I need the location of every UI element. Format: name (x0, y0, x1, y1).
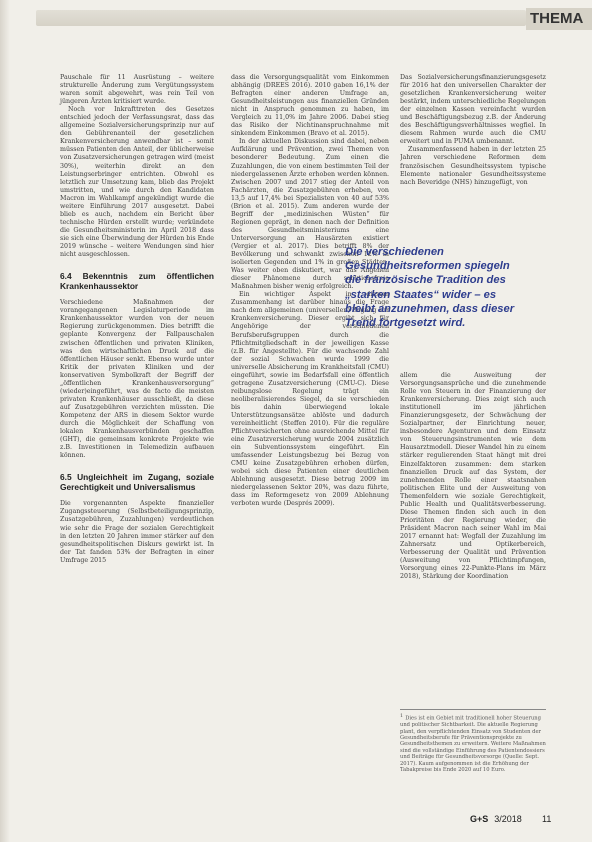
column-3 (400, 74, 546, 224)
body-paragraph: Ein wichtiger Aspekt in diesem Zusammenhang ist darüber hinaus die Frage nach dem allgemeinen (universellen) Zugang zur Krankenversicherung. Dieser ergibt sich für Angehörige der verschiedenen Berufsberufsgruppen durch die Pflichtmitgliedschaft in der jeweiligen Kasse (z.B. für Angestellte). Für die wachsende Zahl der sozial Schwachen wurde 1999 die universelle Absicherung im Krankheitsfall (CMU) eingeführt, sowie im Bedarfsfall eine öffentlich getragene Zusatzversicherung (CMU-C). Diese reibungslose Regelung trägt ein neoliberalisierendes Siegel, da sie verschieden bis dahin überwiegend lokale Unterstützungsansätze ablöste und dadurch vereinheitlicht (Steffen 2010). Für die reguläre Pflichtversicherten ohne ausreichende Mittel für eine Zusatzversicherung wurde 2004 zusätzlich ein Subventionssystem eingeführt. Ein umfassender Leistungsbezug bei Bezug von CMU keine Zusatzgebühren erhoben dürfen, wobei sich diese Patienten einer deutlichen Ablehnung ausgesetzt. Diese betrug 2009 im niedergelassenen Sektor 20%, was dazu führte, dass im Reformgesetz von 2009 Ablehnung verboten wurde (Després 2009). (231, 291, 389, 508)
page-spine-shadow (0, 0, 10, 842)
journal-issue: 3/2018 (494, 814, 522, 824)
pullquote-line: „starken Staates“ wider – es (345, 288, 497, 301)
pullquote (345, 245, 555, 330)
page-footer (470, 814, 560, 824)
body-paragraph: Das Sozialversicherungsfinanzierungsgesetz für 2016 hat den universellen Charakter der gesetzlichen Krankenversicherung weiter bestärkt, indem unterschiedliche Regelungen der einzelnen Kassen vereinfacht wurden und Beschäftigungsbezug z.B. der Änderung des Beschäftigungsverhältnisses wegfiel. In diesem Rahmen wurde auch die CMU erweitert und in PUMA umbenannt. (400, 74, 546, 146)
body-paragraph: In der aktuellen Diskussion sind dabei, neben Aufklärung und Prävention, zwei Themen von besonderer Bedeutung. Zum einen die Zuzahlungen, die von einem bestimmten Teil der niedergelassenen Ärzte erhoben werden können. Zwischen 2007 und 2017 stieg der Anteil von Fachärzten, die Zusatzgebühren erheben, von 13,5 auf 17,4% bei Spezialisten von 40 auf 53% (Brion et al. 2015). Zum anderen wurde der Begriff der „medizinischen Wüsten“ für Regionen geprägt, in denen nach der Definition des Gesundheitsministeriums eine Unterversorgung an Hausärzten existiert (Vergier et al. 2017). Dies betrifft 8% der Bevölkerung und schwankt zwischen 12% in isolierten Gegenden und 1% in großen Städten. Was weiter oben diskutiert, war das Angehen dieser Phänomene durch sanktionsfreie Maßnahmen bisher wenig erfolgreich. (231, 138, 389, 291)
footnote-text: Dies ist ein Gebiet mit traditionell hoher Steuerung und politischer Sichtbarkeit. Die aktuelle Regierung plant, den verpflichtenden Einsatz von Studenten der Gesundheitsberufe für Präventionsprojekte zu Gesundheitsthemen zu erweitern. Weitere Maßnahmen sind die vollständige Einführung des Patientendossiers und Beiträge für Gesundheitsvorsorge (Quelle: Sept. 2017). Kaum aufgenommen ist die Erhöhung der Tabakpreise bis Ende 2020 auf 10 Euro. (400, 715, 546, 773)
journal-brand: G+S (470, 814, 489, 824)
body-paragraph: Pauschale für 11 Ausrüstung – weitere strukturelle Änderung zum Vergütungssystem waren somit abgewehrt, was rein Teil von jüngeren Ärzten kritisiert wurde. (60, 74, 214, 106)
section-label: THEMA (526, 8, 592, 30)
pullquote-line: Trend fortgesetzt wird. (345, 317, 466, 330)
body-paragraph: dass die Versorgungsqualität vom Einkommen abhängig (DREES 2016). 2010 gaben 16,1% der Befragten einer anderen Umfrage an, Gesundheitsleistungen aus finanziellen Gründen nicht in Anspruch genommen zu haben, im Vergleich zu 11,0% im Jahre 2006. Dabei stieg das Risiko der Nichtinanspruchnahme mit sinkendem Einkommen (Bravo et al. 2015). (231, 74, 389, 138)
section-heading: 6.5 Ungleichheit im Zugang, soziale Gerechtigkeit und Universalismus (60, 472, 214, 492)
body-paragraph: Die vorgenannten Aspekte finanzieller Zugangssteuerung (Selbstbeteiligungsprinzip, Zusatzgebühren, Zuzahlungen) verdeutlichen wie sehr die Frage der sozialen Gerechtigkeit in den letzten 20 Jahren immer stärker auf den gesundheitspolitischen Diskurs gewirkt ist. In der Tat fanden 53% der Befragten in einer Umfrage 2015 (60, 500, 214, 564)
header-bar (36, 10, 526, 26)
pullquote-line: bleibt anzunehmen, dass dieser (345, 302, 515, 315)
page-number: 11 (542, 814, 552, 824)
column-3-lower (400, 372, 546, 702)
pullquote-line: die französische Tradition des (345, 274, 506, 287)
footnote-number: 1 (400, 713, 404, 719)
pullquote-line: Gesundheitsreformen spiegeln (345, 260, 510, 273)
column-1 (60, 74, 214, 565)
body-paragraph: Verschiedene Maßnahmen der vorangegangenen Legislaturperiode im Krankenhaussektor wurden von der neuen Regierung zurückgenommen. Dies betrifft die geplante Konvergenz der Fallpauschalen zwischen öffentlichen und privaten Kliniken, was den wirtschaftlichen Druck auf die öffentlichen Häuser senkt. Ebenso wurde unter Kritik der privaten Kliniken und der konservativen Symbolkraft der Begriff der „öffentlichen Krankenhausversorgung“ (wieder)eingeführt, was de facto die meisten privaten Krankenhäuser ausschließt, da diese auf Zusatzgebühren verzichten müssten. Die Kompetenz der ARS in diesem Sektor wurde durch die Möglichkeit der Schaffung von lokalen Krankenhausverbünden geschaffen (GHT), die gemeinsam konkrete Projekte wie z.B. Investitionen in Telemedizin aufbauen können. (60, 299, 214, 460)
body-paragraph: allem die Ausweitung der Versorgungsansprüche und die zunehmende Rolle von Steuern in der Finanzierung der Krankenversicherung. Dies zeigt sich auch institutionell im jährlichen Finanzierungsgesetz, der Schwächung der Sozialpartner, der Einrichtung neuer, insbesondere Agenturen und dem Einsatz von Steuerungsinstrumenten wie dem Hausarztmodell. Dieser Wandel hin zu einem stärker regulierenden Staat hängt mit drei Einzelfaktoren zusammen: dem starken finanziellen Druck auf das System, der zunehmenden Rolle einer staatsnahen politischen Elite und der Ausweitung von Themenfeldern wie soziale Gerechtigkeit, Public Health und Qualitätsverbesserung. Diese Themen finden sich auch in den Prioritäten der Regierung wieder, die Präsident Macron nach seiner Wahl im Mai 2017 ernannt hat: Wegfall der Zuzahlung im Zahnersatz und Optikerbereich, Verbesserung der Qualität und Prävention (Ausweitung von Pflichtimpfungen, Vorsorgung eines 22-Punkte-Plans im März 2018), Stärkung der Koordination (400, 372, 546, 581)
section-heading: 6.4 Bekenntnis zum öffentlichen Krankenhaussektor (60, 271, 214, 291)
body-paragraph: Zusammenfassend haben in der letzten 25 Jahren verschiedene Reformen dem französischen Gesundheitssystem typische Elemente nationaler Gesundheitssysteme nach Beveridge (NHS) hinzugefügt, von (400, 146, 546, 186)
pullquote-line: Die verschiedenen (345, 246, 444, 258)
footnote (400, 709, 546, 773)
body-paragraph: Noch vor Inkrafttreten des Gesetzes entschied jedoch der Verfassungsrat, dass das allgemeine Sozialversicherungsprinzip nur auf den Gebührenanteil der gesetzlichen Krankenversicherung anwendbar ist – somit müssen Patienten den Anteil, der üblicherweise von Zusatzversicherungen getragen wird (meist 30%), weiterhin direkt an den Leistungserbringer entrichten. Obwohl es letztlich zur Umsetzung kam, blieb das Projekt umstritten, und wie durch den Kandidaten Macron im Wahlkampf angekündigt wurde die weitere Einführung 2017 ausgesetzt. Dabei blieb es auch, nachdem ein Bericht über technische Hürden erstellt wurde; verkündete die Gesundheitsministerin im April 2018 dass sie sich eine Überwindung der Hürden bis Ende 2019 wünsche – weitere Wendungen sind hier nicht ausgeschlossen. (60, 106, 214, 259)
